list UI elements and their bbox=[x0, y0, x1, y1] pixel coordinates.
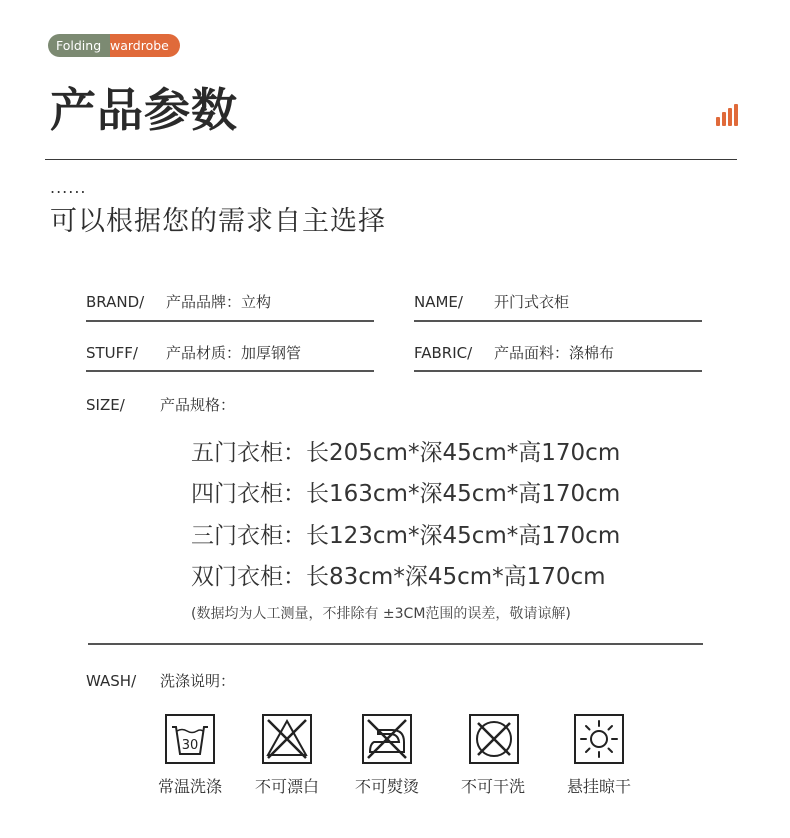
fabric-key: FABRIC/ bbox=[414, 344, 473, 362]
category-tag bbox=[48, 34, 180, 57]
wash-temp: 30 bbox=[181, 738, 199, 753]
size-four-door: 四门衣柜：长163cm*深45cm*高170cm bbox=[191, 481, 621, 507]
no-dry-clean-icon bbox=[469, 714, 519, 764]
size-key: SIZE/ bbox=[86, 396, 125, 414]
stuff-label: 产品材质： bbox=[166, 344, 242, 362]
stuff-field bbox=[166, 343, 301, 363]
tag-part-2: wardrobe bbox=[110, 34, 180, 57]
stuff-underline bbox=[86, 370, 374, 372]
size-three-door: 三门衣柜：长123cm*深45cm*高170cm bbox=[191, 523, 621, 549]
tag-part-1: Folding bbox=[48, 34, 110, 57]
brand-underline bbox=[86, 320, 374, 322]
no-bleach-icon bbox=[262, 714, 312, 764]
wash-30-icon bbox=[165, 714, 215, 764]
size-two-door: 双门衣柜：长83cm*深45cm*高170cm bbox=[191, 564, 606, 590]
name-underline bbox=[414, 320, 702, 322]
care-label-bleach: 不可漂白 bbox=[254, 777, 319, 796]
ellipsis-dots: ...... bbox=[50, 178, 87, 197]
signal-bars-icon bbox=[716, 104, 738, 126]
no-iron-icon bbox=[362, 714, 412, 764]
section-divider bbox=[88, 643, 703, 645]
hang-dry-icon bbox=[574, 714, 624, 764]
fabric-field bbox=[494, 343, 614, 363]
measurement-note: (数据均为人工测量，不排除有 ±3CM范围的误差，敬请谅解) bbox=[191, 606, 571, 622]
wash-key: WASH/ bbox=[86, 672, 137, 690]
size-label: 产品规格： bbox=[160, 396, 236, 414]
stuff-value: 加厚钢管 bbox=[241, 344, 302, 362]
fabric-value: 涤棉布 bbox=[569, 344, 615, 362]
name-value: 开门式衣柜 bbox=[494, 293, 570, 311]
stuff-key: STUFF/ bbox=[86, 344, 138, 362]
brand-field bbox=[166, 292, 271, 312]
subtitle: 可以根据您的需求自主选择 bbox=[50, 206, 386, 237]
fabric-label: 产品面料： bbox=[494, 344, 570, 362]
care-label-dry-clean: 不可干洗 bbox=[460, 777, 525, 796]
page-title: 产品参数 bbox=[50, 83, 238, 137]
brand-value: 立构 bbox=[241, 293, 272, 311]
header-divider bbox=[45, 159, 737, 160]
brand-label: 产品品牌： bbox=[166, 293, 242, 311]
care-label-hang-dry: 悬挂晾干 bbox=[566, 777, 631, 796]
care-label-wash: 常温洗涤 bbox=[157, 777, 222, 796]
care-label-iron: 不可熨烫 bbox=[354, 777, 419, 796]
name-key: NAME/ bbox=[414, 293, 463, 311]
brand-key: BRAND/ bbox=[86, 293, 145, 311]
fabric-underline bbox=[414, 370, 702, 372]
wash-label: 洗涤说明： bbox=[160, 672, 236, 690]
size-five-door: 五门衣柜：长205cm*深45cm*高170cm bbox=[191, 440, 621, 466]
